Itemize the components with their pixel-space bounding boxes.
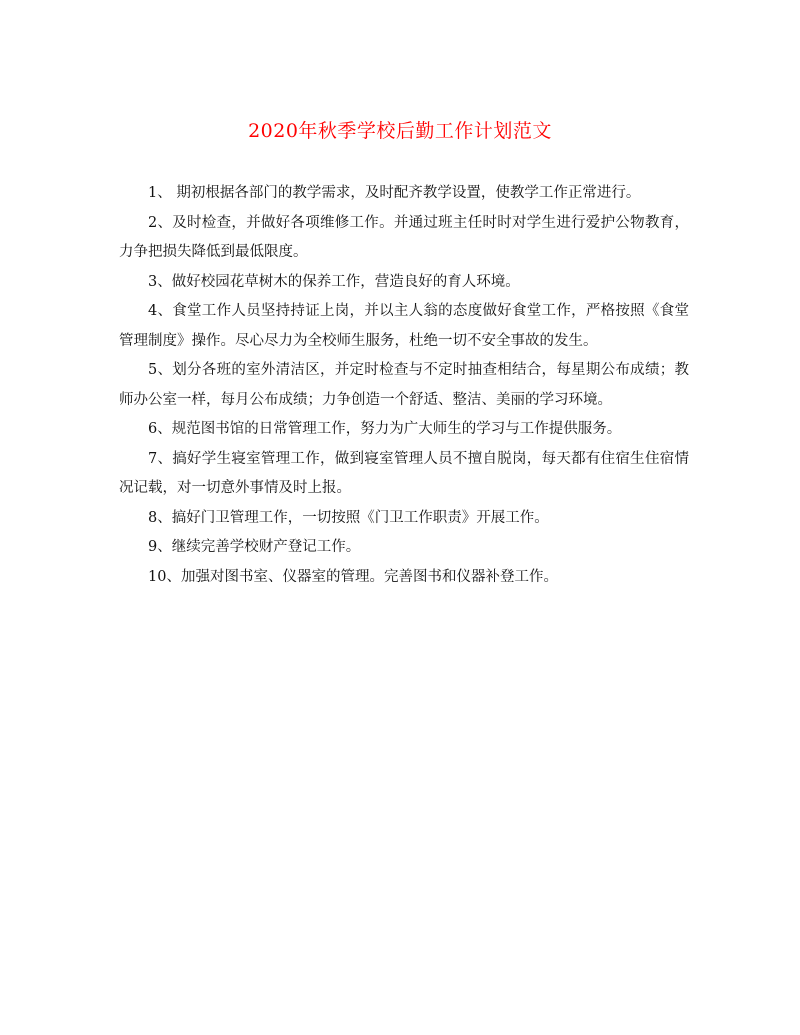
- paragraph-9: 9、继续完善学校财产登记工作。: [148, 539, 361, 555]
- paragraph-5: 5、划分各班的室外清洁区，并定时检查与不定时抽查相结合，每星期公布成绩；教师办公室一样，每月公布成绩；力争创造一个舒适、整洁、美丽的学习环境。: [119, 362, 689, 408]
- paragraph-7: 7、搞好学生寝室管理工作，做到寝室管理人员不擅自脱岗，每天都有住宿生住宿情况记载，对一切意外事情及时上报。: [119, 450, 689, 496]
- paragraph-3: 3、做好校园花草树木的保养工作，营造良好的育人环境。: [148, 273, 520, 290]
- paragraph-8: 8、搞好门卫管理工作，一切按照《门卫工作职责》开展工作。: [148, 509, 549, 526]
- paragraph-2: 2、及时检查，并做好各项维修工作。并通过班主任时时对学生进行爱护公物教育，力争把损失降低到最低限度。: [119, 214, 689, 260]
- paragraph-4: 4、食堂工作人员坚持持证上岗，并以主人翁的态度做好食堂工作，严格按照《食堂管理制度》操作。尽心尽力为全校师生服务，杜绝一切不安全事故的发生。: [119, 303, 689, 349]
- document-body: [119, 179, 689, 592]
- paragraph-1: 1、 期初根据各部门的教学需求，及时配齐教学设置，使教学工作正常进行。: [148, 185, 641, 201]
- paragraph-6: 6、规范图书馆的日常管理工作，努力为广大师生的学习与工作提供服务。: [148, 421, 622, 437]
- paragraph-10: 10、加强对图书室、仪器室的管理。完善图书和仪器补登工作。: [148, 568, 558, 585]
- document-title: 2020年秋季学校后勤工作计划范文: [248, 120, 552, 142]
